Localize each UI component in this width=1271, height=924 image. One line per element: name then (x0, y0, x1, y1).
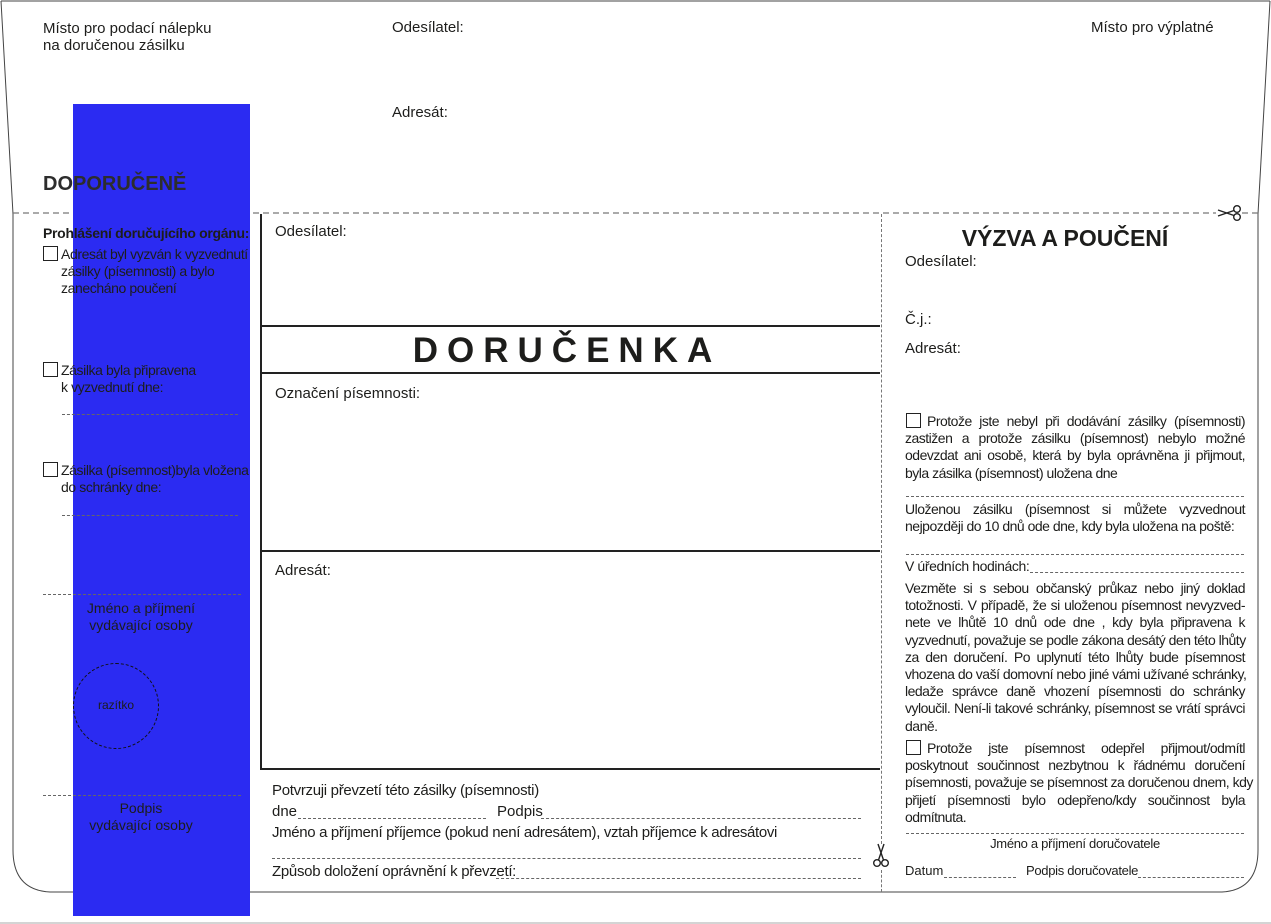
scissors-icon (1216, 204, 1242, 222)
scissors-icon (872, 842, 890, 868)
office-hours-label: V úředních hodinách: (905, 558, 1030, 574)
left-date-line-2[interactable] (62, 515, 238, 516)
courier-sign-label: Podpis doručovatele (1026, 863, 1139, 878)
signature-field[interactable] (541, 818, 861, 819)
auth-label: Způsob doložení oprávnění k převzetí: (272, 863, 517, 880)
reference-label: Č.j.: (905, 311, 932, 328)
recipient-name-label: Jméno a příjmení příjemce (pokud není adresátem), vztah příjemce k adresátovi (272, 824, 777, 841)
label-place-text: Místo pro podací nálepku na doručenou zásilku (43, 20, 212, 54)
courier-date-field[interactable] (944, 877, 1016, 878)
declaration-title: Prohlášení doručujícího orgánu: (43, 225, 250, 241)
left-item-2-text: Zásilka byla připravena k vyzvednutí dne: (61, 362, 196, 395)
stamp-label: razítko (97, 698, 134, 712)
name-label: Jméno a příjmení vydávající osoby (86, 600, 196, 633)
confirm-text: Potvrzuji převzetí této zásilky (písemnosti) (272, 782, 539, 799)
date-label: dne (272, 803, 298, 820)
center-addressee-label: Adresát: (275, 562, 331, 579)
courier-name-field[interactable] (906, 833, 1244, 834)
left-date-line-1[interactable] (62, 414, 238, 415)
cut-line-vertical-bottom (881, 870, 882, 892)
checkbox-left-2[interactable] (43, 362, 62, 380)
envelope-addressee-label: Adresát: (392, 104, 448, 121)
office-hours-field[interactable] (1030, 572, 1244, 573)
center-rule-1 (260, 325, 880, 327)
checkbox-left-1[interactable] (43, 246, 62, 264)
center-sender-label: Odesílatel: (275, 223, 347, 240)
notice-para-3: Vezměte si s sebou občanský průkaz nebo jiný doklad totožnosti. V případě, že si uloženou písemnost nevyzved- nete ve lhůtě 10 dnů ode dne , kdy byla připravena k vyzvednutí, považuje se podle zákona desátý den této lhůty za den doručení. Po uplynutí této lhůty bude písemnost vhozena do vaší domovní nebo jiné vámi užívané schránky, ledaže správce daně vhození písemnosti do schránky vyloučil. Není-li takové schránky, písemnost se vrátí správci daně. (905, 580, 1247, 734)
auth-field[interactable] (496, 878, 861, 879)
left-item-3-text: Zásilka (písemnost)byla vložena do schránky dne: (61, 462, 249, 495)
postage-place-label: Místo pro výplatné (1091, 19, 1214, 36)
courier-name-label: Jméno a příjmení doručovatele (990, 836, 1160, 851)
pickup-place-field[interactable] (906, 554, 1244, 555)
courier-date-label: Datum (905, 863, 944, 878)
name-line[interactable] (43, 594, 241, 595)
left-item-1-text: Adresát byl vyzván k vyzvednutí zásilky (písemnosti) a bylo zanecháno poučení (61, 246, 248, 296)
signature-label: Podpis vydávající osoby (89, 800, 193, 833)
courier-sign-field[interactable] (1138, 877, 1244, 878)
notice-para-2: Uloženou zásilku (písemnost si můžete vyzvednout nejpozději do 10 dnů ode dne, kdy byla uložena na poště: (905, 501, 1245, 535)
right-addressee-label: Adresát: (905, 340, 961, 357)
signature-line[interactable] (43, 795, 241, 796)
notice-para-4: Protože jste písemnost odepřel přijmout/odmítl poskytnout součinnost nezbytnou k řádnému doručení písemnosti, považuje se písemnost za doručenou dnem, kdy přijetí písemnosti bylo odepřeno/kdy součinnost byla odmítnuta. (905, 740, 1253, 825)
center-rule-3 (260, 550, 880, 552)
date-field[interactable] (298, 818, 486, 819)
stored-date-field[interactable] (906, 496, 1244, 497)
cut-line-vertical (881, 214, 882, 844)
delivery-title: DORUČENKA (412, 331, 722, 370)
document-label: Označení písemnosti: (275, 385, 421, 402)
checkbox-left-3[interactable] (43, 462, 62, 480)
notice-para-1: Protože jste nebyl při dodávání zásilky (písemnosti) zastižen a protože zásilku (písemnost) nebylo možné odevzdat ani osobě, která by byla oprávněna ji přijmout, byla zásilka (písemnost) uložena dne (905, 413, 1245, 481)
right-sender-label: Odesílatel: (905, 253, 977, 270)
notice-title: VÝZVA A POUČENÍ (961, 225, 1169, 251)
recipient-name-field[interactable] (272, 858, 861, 859)
center-rule-4 (260, 768, 880, 770)
center-rule-2 (260, 372, 880, 374)
envelope-sender-label: Odesílatel: (392, 19, 464, 36)
signature-field-label: Podpis (497, 803, 543, 820)
registered-label: DOPORUČENĚ (43, 173, 187, 195)
center-left-border (260, 214, 262, 770)
